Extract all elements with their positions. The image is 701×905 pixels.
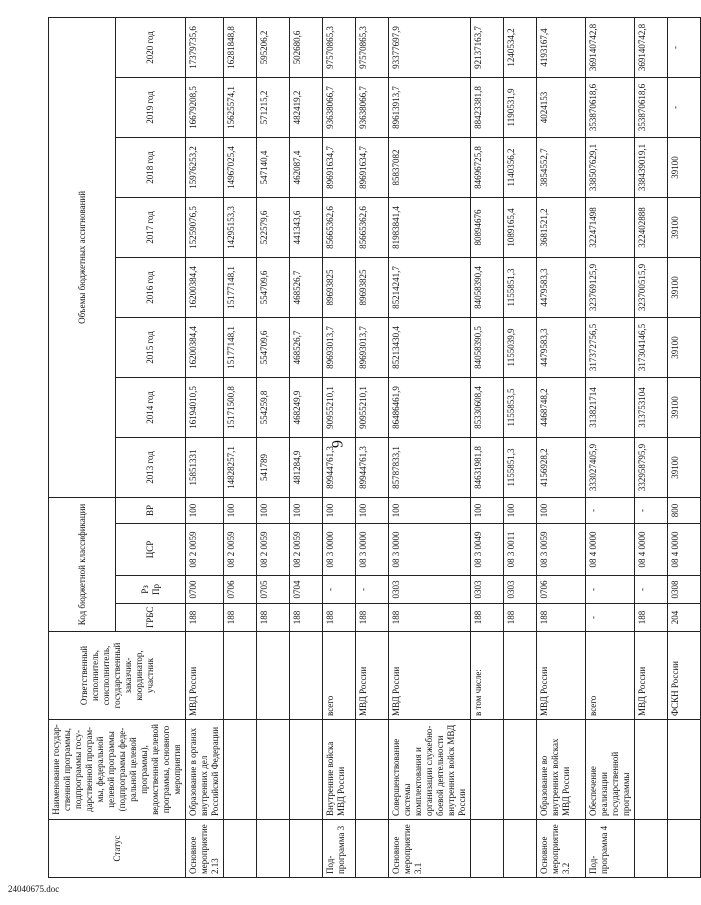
header-year: 2015 год [116, 317, 186, 377]
cell-value: 14828257,1 [224, 437, 257, 497]
cell-status: Основное мероприятие 3.1 [389, 820, 471, 878]
header-budget-code: Код бюджетной классификации [49, 497, 116, 631]
cell-value: 333027405,9 [586, 437, 635, 497]
header-vr: ВР [116, 497, 186, 523]
cell-status [257, 820, 290, 878]
header-responsible: Ответственный исполнитель, соисполнитель, государственный заказчик-координатор, участник [49, 632, 186, 720]
cell-vr: 100 [186, 497, 224, 523]
cell-value: 554709,6 [257, 257, 290, 317]
cell-value: 502680,6 [290, 17, 323, 77]
cell-value: 17379735,6 [186, 17, 224, 77]
cell-rzpr: 0706 [537, 576, 586, 604]
cell-rzpr: - [323, 576, 356, 604]
cell-value: 4479583,3 [537, 257, 586, 317]
cell-value: 84058390,4 [471, 257, 504, 317]
cell-value: 554709,6 [257, 317, 290, 377]
header-grbs: ГРБС [116, 604, 186, 632]
cell-value: 322471498 [586, 197, 635, 257]
cell-status [224, 820, 257, 878]
cell-value: 1155851,3 [504, 437, 537, 497]
header-year: 2019 год [116, 77, 186, 137]
cell-value: 16194010,5 [186, 377, 224, 437]
cell-value: 97570865,3 [356, 17, 389, 77]
cell-value: 39100 [668, 137, 701, 197]
cell-value: 481284,9 [290, 437, 323, 497]
cell-status: Основное мероприятие 2.13 [186, 820, 224, 878]
cell-value: 80894676 [471, 197, 504, 257]
cell-vr: - [586, 497, 635, 523]
cell-name [471, 720, 504, 820]
cell-value: 16679208,5 [186, 77, 224, 137]
header-name: Наименование государ-ственной программы, подпрограммы госу-дарственной програм-мы, федеральной целевой программы (подпрограммы феде-ральной целевой программы), ведомственной целевой программы, основного мероприятия [49, 720, 186, 820]
cell-name [356, 720, 389, 820]
cell-name [257, 720, 290, 820]
cell-value: 317304146,5 [635, 317, 668, 377]
cell-value: 16200384,4 [186, 257, 224, 317]
cell-grbs: 188 [186, 604, 224, 632]
cell-csr: 08 3 0049 [471, 524, 504, 576]
cell-value: 322402888 [635, 197, 668, 257]
cell-value: 522579,6 [257, 197, 290, 257]
cell-name [504, 720, 537, 820]
cell-grbs: 188 [257, 604, 290, 632]
cell-responsible [257, 632, 290, 720]
table-row [504, 17, 537, 877]
cell-status [504, 820, 537, 878]
budget-table [48, 17, 701, 878]
cell-status: Под-программа 4 [586, 820, 635, 878]
cell-value: 92137163,7 [471, 17, 504, 77]
cell-rzpr: 0303 [504, 576, 537, 604]
cell-rzpr: 0308 [668, 576, 701, 604]
cell-status: Под-программа 3 [323, 820, 356, 878]
cell-value: 15259076,5 [186, 197, 224, 257]
cell-vr: - [635, 497, 668, 523]
cell-value: 39100 [668, 317, 701, 377]
cell-value: 338507629,1 [586, 137, 635, 197]
cell-value: - [668, 77, 701, 137]
table-row [389, 17, 471, 877]
header-year: 2018 год [116, 137, 186, 197]
cell-responsible: ФСКН России [668, 632, 701, 720]
cell-value: 482419,2 [290, 77, 323, 137]
cell-status [471, 820, 504, 878]
cell-grbs: 188 [290, 604, 323, 632]
cell-rzpr: - [356, 576, 389, 604]
cell-value: 4193167,4 [537, 17, 586, 77]
cell-value: 39100 [668, 257, 701, 317]
cell-grbs: 188 [356, 604, 389, 632]
cell-value: 39100 [668, 197, 701, 257]
cell-name [635, 720, 668, 820]
cell-value: 85665362,6 [323, 197, 356, 257]
cell-status [635, 820, 668, 878]
cell-value: 89693825 [356, 257, 389, 317]
cell-value: 97570865,3 [323, 17, 356, 77]
cell-value: 1140356,2 [504, 137, 537, 197]
cell-value: 15171500,8 [224, 377, 257, 437]
cell-grbs: 188 [471, 604, 504, 632]
cell-value: 332958795,9 [635, 437, 668, 497]
cell-name: Обеспечение реализации государственной программы [586, 720, 635, 820]
cell-csr: 08 3 0000 [389, 524, 471, 576]
cell-csr: 08 3 0000 [323, 524, 356, 576]
cell-value: 1190531,9 [504, 77, 537, 137]
header-year: 2014 год [116, 377, 186, 437]
cell-value: 16200384,4 [186, 317, 224, 377]
cell-value: 15976253,2 [186, 137, 224, 197]
header-volumes: Объемы бюджетных ассигнований [49, 17, 116, 497]
cell-responsible [224, 632, 257, 720]
cell-rzpr: 0704 [290, 576, 323, 604]
cell-responsible [504, 632, 537, 720]
cell-csr: 08 4 0000 [668, 524, 701, 576]
document-filename: 24040675.doc [8, 884, 60, 894]
table-row [186, 17, 224, 877]
table-row [471, 17, 504, 877]
cell-csr: 08 3 0059 [537, 524, 586, 576]
table-row [290, 17, 323, 877]
cell-responsible [290, 632, 323, 720]
cell-value: 15851331 [186, 437, 224, 497]
cell-responsible: МВД России [356, 632, 389, 720]
cell-value: 1155853,5 [504, 377, 537, 437]
cell-vr: 100 [257, 497, 290, 523]
cell-value: 85787833,1 [389, 437, 471, 497]
cell-value: 93638066,7 [356, 77, 389, 137]
cell-name: Образование во внутренних войсках МВД России [537, 720, 586, 820]
cell-vr: 800 [668, 497, 701, 523]
cell-value: 15177148,1 [224, 317, 257, 377]
cell-grbs: 204 [668, 604, 701, 632]
cell-value: 84696725,8 [471, 137, 504, 197]
cell-value: 468526,7 [290, 317, 323, 377]
cell-value: 1155851,3 [504, 257, 537, 317]
cell-grbs: - [586, 604, 635, 632]
cell-value: 88423381,8 [471, 77, 504, 137]
cell-value: 313753104 [635, 377, 668, 437]
cell-value: 14295153,3 [224, 197, 257, 257]
cell-value: 85214241,7 [389, 257, 471, 317]
cell-vr: 100 [504, 497, 537, 523]
cell-grbs: 188 [323, 604, 356, 632]
table-row [586, 17, 635, 877]
cell-rzpr: 0706 [224, 576, 257, 604]
cell-name: Совершенствование системы комплектования и организации служебно-боевой деятельности внутренних войск МВД России [389, 720, 471, 820]
cell-csr: 08 3 0011 [504, 524, 537, 576]
cell-value: 16281848,8 [224, 17, 257, 77]
cell-vr: 100 [356, 497, 389, 523]
cell-value: 86486461,9 [389, 377, 471, 437]
cell-csr: 08 4 0000 [635, 524, 668, 576]
cell-value: 89693013,7 [356, 317, 389, 377]
cell-value: 93377697,9 [389, 17, 471, 77]
cell-status [356, 820, 389, 878]
table-row [356, 17, 389, 877]
table-row [257, 17, 290, 877]
cell-csr: 08 2 0059 [290, 524, 323, 576]
cell-status [668, 820, 701, 878]
cell-value: 1089165,4 [504, 197, 537, 257]
cell-csr: 08 2 0059 [257, 524, 290, 576]
cell-value: 93638066,7 [323, 77, 356, 137]
cell-value: 4479583,3 [537, 317, 586, 377]
cell-value: 4024153 [537, 77, 586, 137]
cell-value: 39100 [668, 437, 701, 497]
cell-value: 541789 [257, 437, 290, 497]
cell-value: 89944761,3 [356, 437, 389, 497]
cell-vr: 100 [323, 497, 356, 523]
cell-vr: 100 [290, 497, 323, 523]
cell-value: 85330608,4 [471, 377, 504, 437]
cell-value: 369140742,8 [635, 17, 668, 77]
cell-value: 89691634,7 [323, 137, 356, 197]
header-rzpr: Рз Пр [116, 576, 186, 604]
cell-value: 554259,8 [257, 377, 290, 437]
cell-value: 317372756,5 [586, 317, 635, 377]
cell-value: 14967025,4 [224, 137, 257, 197]
cell-value: 15177148,1 [224, 257, 257, 317]
cell-vr: 100 [389, 497, 471, 523]
cell-value: 1155039,9 [504, 317, 537, 377]
cell-csr: 08 4 0000 [586, 524, 635, 576]
cell-responsible: всего [323, 632, 356, 720]
cell-value: 85213430,4 [389, 317, 471, 377]
cell-grbs: 188 [635, 604, 668, 632]
cell-responsible: МВД России [186, 632, 224, 720]
cell-value: 3854552,7 [537, 137, 586, 197]
table-row [323, 17, 356, 877]
cell-value: 84631981,8 [471, 437, 504, 497]
header-status: Статус [49, 820, 186, 878]
cell-csr: 08 2 0059 [186, 524, 224, 576]
cell-value: 462087,4 [290, 137, 323, 197]
cell-status [290, 820, 323, 878]
cell-value: 85837082 [389, 137, 471, 197]
cell-value: 39100 [668, 377, 701, 437]
cell-value: 353870618,6 [635, 77, 668, 137]
page-number: 6 [328, 440, 345, 448]
cell-grbs: 188 [224, 604, 257, 632]
cell-value: 468526,7 [290, 257, 323, 317]
cell-value: 89693825 [323, 257, 356, 317]
cell-rzpr: 0303 [471, 576, 504, 604]
cell-responsible: в том числе: [471, 632, 504, 720]
cell-value: 84058390,5 [471, 317, 504, 377]
cell-csr: 08 2 0059 [224, 524, 257, 576]
header-year: 2016 год [116, 257, 186, 317]
cell-value: 369140742,8 [586, 17, 635, 77]
cell-value: 85665362,6 [356, 197, 389, 257]
cell-rzpr: - [635, 576, 668, 604]
cell-value: 547140,4 [257, 137, 290, 197]
cell-grbs: 188 [389, 604, 471, 632]
cell-value: 595206,2 [257, 17, 290, 77]
cell-vr: 100 [537, 497, 586, 523]
cell-value: 81983841,4 [389, 197, 471, 257]
cell-value: 90955210,1 [323, 377, 356, 437]
cell-value: 89613913,7 [389, 77, 471, 137]
cell-value: 468249,9 [290, 377, 323, 437]
cell-status: Основное мероприятие 3.2 [537, 820, 586, 878]
cell-rzpr: 0700 [186, 576, 224, 604]
cell-name [290, 720, 323, 820]
header-year: 2020 год [116, 17, 186, 77]
cell-rzpr: 0705 [257, 576, 290, 604]
header-year: 2017 год [116, 197, 186, 257]
cell-value: 571215,2 [257, 77, 290, 137]
cell-value: 313821714 [586, 377, 635, 437]
cell-value: 3681521,2 [537, 197, 586, 257]
rotated-page-content [48, 18, 680, 878]
cell-value: 323700515,9 [635, 257, 668, 317]
cell-rzpr: - [586, 576, 635, 604]
cell-value: - [668, 17, 701, 77]
cell-responsible: МВД России [635, 632, 668, 720]
cell-value: 353870618,6 [586, 77, 635, 137]
table-row [635, 17, 668, 877]
cell-grbs: 188 [504, 604, 537, 632]
cell-vr: 100 [471, 497, 504, 523]
cell-value: 90955210,1 [356, 377, 389, 437]
cell-value: 441343,6 [290, 197, 323, 257]
header-csr: ЦСР [116, 524, 186, 576]
cell-value: 338439019,1 [635, 137, 668, 197]
cell-name [224, 720, 257, 820]
cell-responsible: МВД России [537, 632, 586, 720]
cell-name [668, 720, 701, 820]
cell-value: 15625574,1 [224, 77, 257, 137]
cell-responsible: всего [586, 632, 635, 720]
table-row [224, 17, 257, 877]
cell-value: 1240534,2 [504, 17, 537, 77]
cell-csr: 08 3 0000 [356, 524, 389, 576]
cell-rzpr: 0303 [389, 576, 471, 604]
table-row [668, 17, 701, 877]
cell-value: 89693013,7 [323, 317, 356, 377]
cell-responsible: МВД России [389, 632, 471, 720]
cell-name: Образование в органах внутренних дел Российской Федерации [186, 720, 224, 820]
cell-value: 323769125,9 [586, 257, 635, 317]
table-row [537, 17, 586, 877]
cell-value: 4156928,2 [537, 437, 586, 497]
cell-vr: 100 [224, 497, 257, 523]
cell-value: 4468748,2 [537, 377, 586, 437]
cell-value: 89944761,3 [323, 437, 356, 497]
header-year: 2013 год [116, 437, 186, 497]
cell-grbs: 188 [537, 604, 586, 632]
cell-name: Внутренние войска МВД России [323, 720, 356, 820]
cell-value: 89691634,7 [356, 137, 389, 197]
